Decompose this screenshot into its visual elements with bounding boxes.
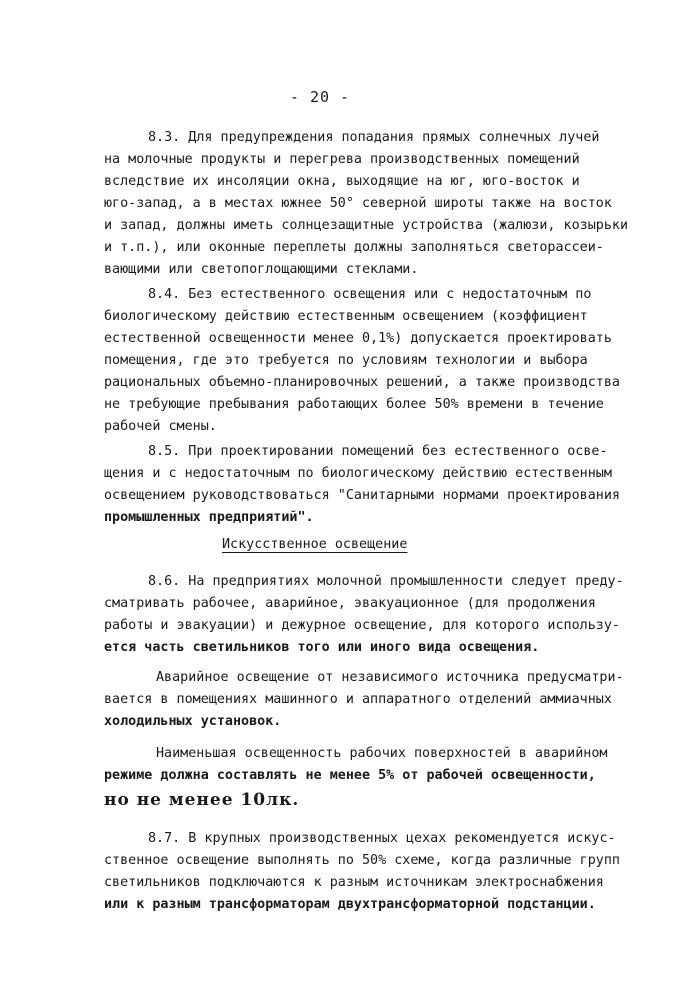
text-line: Наименьшая освещенность рабочих поверхностей в аварийном bbox=[156, 746, 608, 761]
text-line: холодильных установок. bbox=[104, 714, 282, 729]
text-line: режиме должна составлять не менее 5% от рабочей освещенности, bbox=[104, 768, 596, 783]
text-line: или к разным трансформаторам двухтрансформаторной подстанции. bbox=[104, 897, 596, 912]
text-line: вающими или светопоглощающими стеклами. bbox=[104, 262, 419, 277]
text-line: ственное освещение выполнять по 50% схеме, когда различные групп bbox=[104, 853, 620, 868]
text-line: рабочей смены. bbox=[104, 419, 217, 434]
text-line: юго-запад, а в местах южнее 50° северной широты также на восток bbox=[104, 196, 612, 211]
text-line: вследствие их инсоляции окна, выходящие на юг, юго-восток и bbox=[104, 174, 580, 189]
text-line: помещения, где это требуется по условиям технологии и выбора bbox=[104, 353, 588, 368]
text-line: 8.7. В крупных производственных цехах рекомендуется искус- bbox=[148, 831, 616, 846]
text-line: освещением руководствоваться "Санитарными нормами проектирования bbox=[104, 488, 620, 503]
text-line: и запад, должны иметь солнцезащитные устройства (жалюзи, козырьки bbox=[104, 218, 629, 233]
text-line: промышленных предприятий". bbox=[104, 510, 314, 525]
text-line: вается в помещениях машинного и аппаратного отделений аммиачных bbox=[104, 692, 612, 707]
text-line: 8.5. При проектировании помещений без естественного осве- bbox=[148, 444, 608, 459]
text-line: 8.4. Без естественного освещения или с недостаточным по bbox=[148, 287, 592, 302]
text-line: биологическому действию естественным освещением (коэффициент bbox=[104, 309, 588, 324]
text-line: сматривать рабочее, аварийное, эвакуационное (для продолжения bbox=[104, 596, 596, 611]
text-line: и т.п.), или оконные переплеты должны заполняться светорассеи- bbox=[104, 240, 604, 255]
text-line: 8.6. На предприятиях молочной промышленности следует преду- bbox=[148, 574, 624, 589]
text-line: естественной освещенности менее 0,1%) допускается проектировать bbox=[104, 331, 612, 346]
page-number: - 20 - bbox=[289, 88, 351, 106]
handwritten-note: но не менее 10лк. bbox=[104, 790, 300, 810]
text-line: Аварийное освещение от независимого источника предусматри- bbox=[156, 670, 624, 685]
text-line: на молочные продукты и перегрева производственных помещений bbox=[104, 152, 580, 167]
text-line: рациональных объемно-планировочных решений, а также производства bbox=[104, 375, 620, 390]
text-line: не требующие пребывания работающих более 50% времени в течение bbox=[104, 397, 604, 412]
text-line: светильников подключаются к разным источникам электроснабжения bbox=[104, 875, 604, 890]
text-line: ется часть светильников того или иного вида освещения. bbox=[104, 640, 540, 655]
text-line: работы и эвакуации) и дежурное освещение, для которого использу- bbox=[104, 618, 620, 633]
text-line: 8.3. Для предупреждения попадания прямых солнечных лучей bbox=[148, 130, 600, 145]
section-heading: Искусственное освещение bbox=[222, 537, 408, 552]
text-line: щения и с недостаточным по биологическому действию естественным bbox=[104, 466, 612, 481]
